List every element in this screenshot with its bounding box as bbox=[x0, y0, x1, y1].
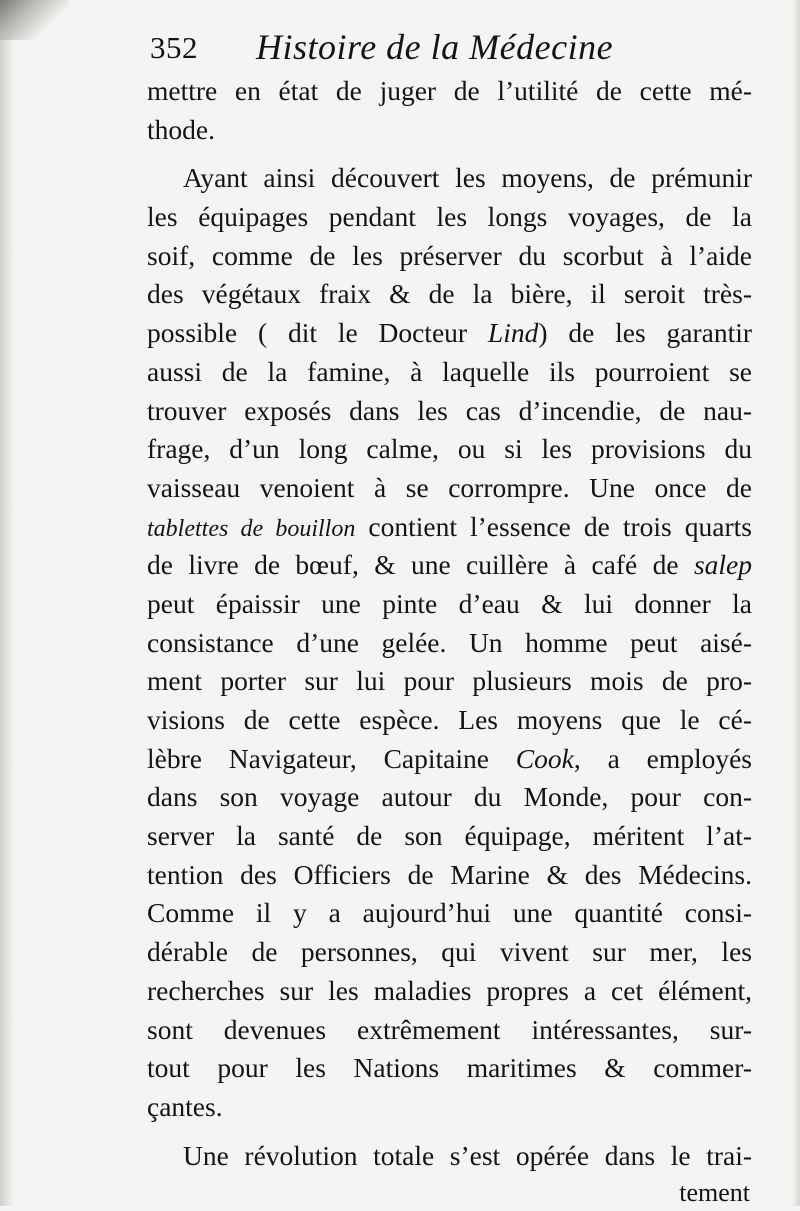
body-text bbox=[147, 72, 752, 1211]
text-line-with-italic bbox=[147, 508, 752, 547]
text-line: ment porter sur lui pour plusieurs mois de pro- bbox=[147, 665, 752, 697]
page-number: 352 bbox=[150, 30, 198, 65]
text-segment: possible ( dit le Docteur bbox=[147, 317, 468, 349]
text-line: peut épaissir une pinte d’eau & lui donner la bbox=[147, 587, 752, 619]
text-line-with-italic bbox=[147, 314, 752, 353]
catchword: tement bbox=[679, 1178, 750, 1208]
text-line: dérable de personnes, qui vivent sur mer, les bbox=[147, 936, 752, 968]
text-line: sont devenues extrêmement intéressantes, sur- bbox=[147, 1013, 752, 1045]
text-line: vaisseau venoient à se corrompre. Une once de bbox=[147, 471, 752, 503]
text-line: Ayant ainsi découvert les moyens, de prémunir bbox=[183, 162, 752, 194]
text-segment: lèbre Navigateur, Capitaine bbox=[147, 742, 516, 774]
text-line: çantes. bbox=[147, 1090, 223, 1122]
text-line: recherches sur les maladies propres a cet élément, bbox=[147, 974, 752, 1006]
text-segment: ) de les garantir bbox=[538, 317, 752, 349]
text-segment: , a employés bbox=[573, 742, 752, 774]
text-line: des végétaux fraix & de la bière, il seroit très- bbox=[147, 278, 752, 310]
text-line: Une révolution totale s’est opérée dans le trai- bbox=[183, 1139, 752, 1171]
text-line: trouver exposés dans les cas d’incendie, de nau- bbox=[147, 394, 752, 426]
text-line: tout pour les Nations maritimes & commer- bbox=[147, 1052, 752, 1084]
text-line-with-italic bbox=[147, 546, 752, 585]
text-line: consistance d’une gelée. Un homme peut aisé- bbox=[147, 626, 752, 658]
italic-name-cook: Cook bbox=[515, 742, 574, 774]
paragraph-gap bbox=[147, 149, 752, 159]
text-line: frage, d’un long calme, ou si les provisions du bbox=[147, 433, 752, 465]
text-line-with-italic bbox=[147, 740, 752, 779]
italic-term-salep: salep bbox=[693, 549, 752, 581]
text-line: soif, comme de les préserver du scorbut à l’aide bbox=[147, 239, 752, 271]
text-line: Comme il y a aujourd’hui une quantité consi- bbox=[147, 897, 752, 929]
text-line: tention des Officiers de Marine & des Médecins. bbox=[147, 858, 752, 890]
running-title: Histoire de la Médecine bbox=[256, 27, 614, 67]
text-line: aussi de la famine, à laquelle ils pourroient se bbox=[147, 355, 752, 387]
binding-corner-mark bbox=[0, 0, 70, 40]
paragraph-gap bbox=[147, 1127, 752, 1137]
text-segment: contient l’essence de trois quarts bbox=[355, 510, 752, 542]
italic-name-lind: Lind bbox=[487, 317, 539, 349]
text-line: les équipages pendant les longs voyages, de la bbox=[147, 201, 752, 233]
text-line: visions de cette espèce. Les moyens que le cé- bbox=[147, 704, 752, 735]
page-edge-shadow-right bbox=[792, 0, 800, 1206]
text-segment: de livre de bœuf, & une cuillère à café de bbox=[147, 549, 694, 581]
text-line: server la santé de son équipage, méritent l’at- bbox=[147, 820, 752, 852]
text-line: mettre en état de juger de l’utilité de cette mé- bbox=[147, 75, 752, 106]
text-line: thode. bbox=[147, 113, 215, 145]
text-line: dans son voyage autour du Monde, pour con- bbox=[147, 781, 752, 813]
italic-term-tablettes: tablettes de bouillon bbox=[147, 515, 356, 542]
page-edge-shadow-left bbox=[0, 0, 14, 1206]
